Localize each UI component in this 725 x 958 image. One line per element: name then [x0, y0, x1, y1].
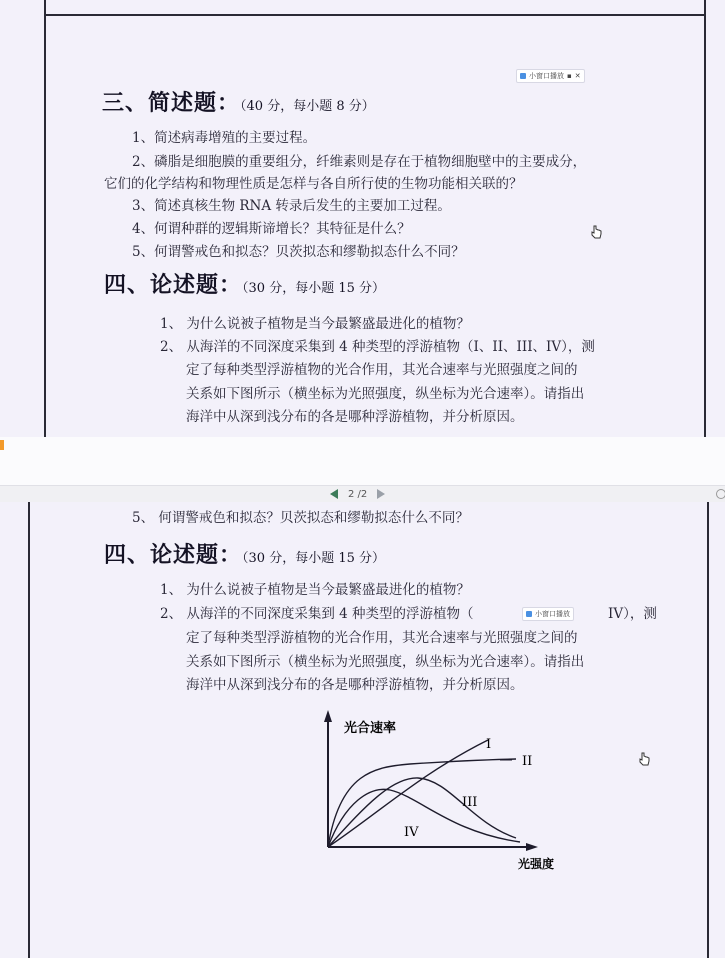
mini-window-label: 小窗口播放	[535, 610, 570, 618]
section-4-note: （30 分，每小题 15 分）	[242, 281, 385, 296]
page-border-left	[44, 0, 46, 437]
section-4-heading	[104, 538, 385, 569]
question-line: 定了每种类型浮游植物的光合作用，其光合速率与光照强度之间的	[186, 630, 578, 646]
section-4-title: 四、论述题：	[104, 542, 243, 568]
question-line: 3、简述真核生物 RNA 转录后发生的主要加工过程。	[132, 198, 451, 214]
section-4-heading	[104, 268, 385, 299]
question-line: 1、 为什么说被子植物是当今最繁盛最进化的植物？	[160, 316, 470, 332]
curve-III	[328, 778, 516, 847]
curve-IV	[328, 789, 520, 847]
question-line: 它们的化学结构和物理性质是怎样与各自所行使的生物功能相关联的？	[104, 176, 523, 192]
minimize-icon[interactable]: ▪	[567, 72, 572, 80]
question-line: 2、磷脂是细胞膜的重要组分，纤维素则是存在于植物细胞壁中的主要成分，	[132, 154, 587, 170]
page-border-right	[704, 0, 706, 437]
y-axis-arrow	[324, 710, 332, 722]
section-3-heading	[102, 86, 375, 117]
question-line: 2、 从海洋的不同深度采集到 4 种类型的浮游植物（I、II、III、IV），测	[160, 339, 595, 355]
curve-label-III: III	[462, 795, 478, 810]
question-line-tail: IV），测	[608, 606, 657, 622]
section-3-title: 三、简述题：	[102, 90, 241, 116]
page-indicator: 2 /2	[348, 488, 368, 500]
settings-icon[interactable]	[716, 489, 725, 499]
question-line: 4、何谓种群的逻辑斯谛增长？其特征是什么？	[132, 221, 411, 237]
question-line: 5、何谓警戒色和拟态？贝茨拟态和缪勒拟态什么不同？	[132, 244, 465, 260]
mini-window-icon	[520, 73, 526, 79]
close-icon[interactable]: ✕	[574, 72, 581, 80]
x-axis-label: 光强度	[518, 857, 555, 871]
question-line: 关系如下图所示（横坐标为光照强度，纵坐标为光合速率）。请指出	[186, 654, 585, 670]
scroll-marker	[0, 440, 4, 450]
question-line: 2、 从海洋的不同深度采集到 4 种类型的浮游植物（	[160, 606, 474, 622]
page-navigator	[330, 486, 385, 502]
document-page-2	[0, 502, 725, 958]
light-response-figure	[300, 702, 570, 882]
section-3-note: （40 分，每小题 8 分）	[240, 99, 375, 114]
mini-window-widget[interactable]	[522, 607, 574, 621]
mini-window-widget[interactable]	[516, 69, 585, 83]
question-line: 海洋中从深到浅分布的各是哪种浮游植物，并分析原因。	[186, 677, 524, 693]
section-4-note: （30 分，每小题 15 分）	[242, 551, 385, 566]
section-4-title: 四、论述题：	[104, 272, 243, 298]
mini-window-label: 小窗口播放	[529, 72, 564, 80]
curve-II	[328, 759, 516, 847]
curve-label-IV: IV	[404, 825, 419, 840]
question-line: 1、简述病毒增殖的主要过程。	[132, 130, 317, 146]
y-axis-label: 光合速率	[344, 721, 397, 736]
next-page-icon[interactable]	[377, 489, 385, 499]
x-axis-arrow	[526, 843, 538, 851]
hand-cursor-icon	[590, 225, 602, 239]
page-border-top	[44, 14, 706, 16]
question-line: 定了每种类型浮游植物的光合作用，其光合速率与光照强度之间的	[186, 362, 578, 378]
document-page-1	[0, 0, 725, 437]
page-border-right	[707, 502, 709, 958]
prev-page-icon[interactable]	[330, 489, 338, 499]
question-line: 海洋中从深到浅分布的各是哪种浮游植物，并分析原因。	[186, 409, 524, 425]
page-border-left	[28, 502, 30, 958]
question-line: 1、 为什么说被子植物是当今最繁盛最进化的植物？	[160, 582, 470, 598]
question-line: 5、 何谓警戒色和拟态？贝茨拟态和缪勒拟态什么不同？	[132, 510, 469, 526]
hand-cursor-icon	[638, 752, 650, 766]
mini-window-icon	[526, 611, 532, 617]
curve-label-I: I	[486, 737, 492, 752]
curve-label-II: II	[522, 754, 533, 769]
question-line: 关系如下图所示（横坐标为光照强度，纵坐标为光合速率）。请指出	[186, 386, 585, 402]
